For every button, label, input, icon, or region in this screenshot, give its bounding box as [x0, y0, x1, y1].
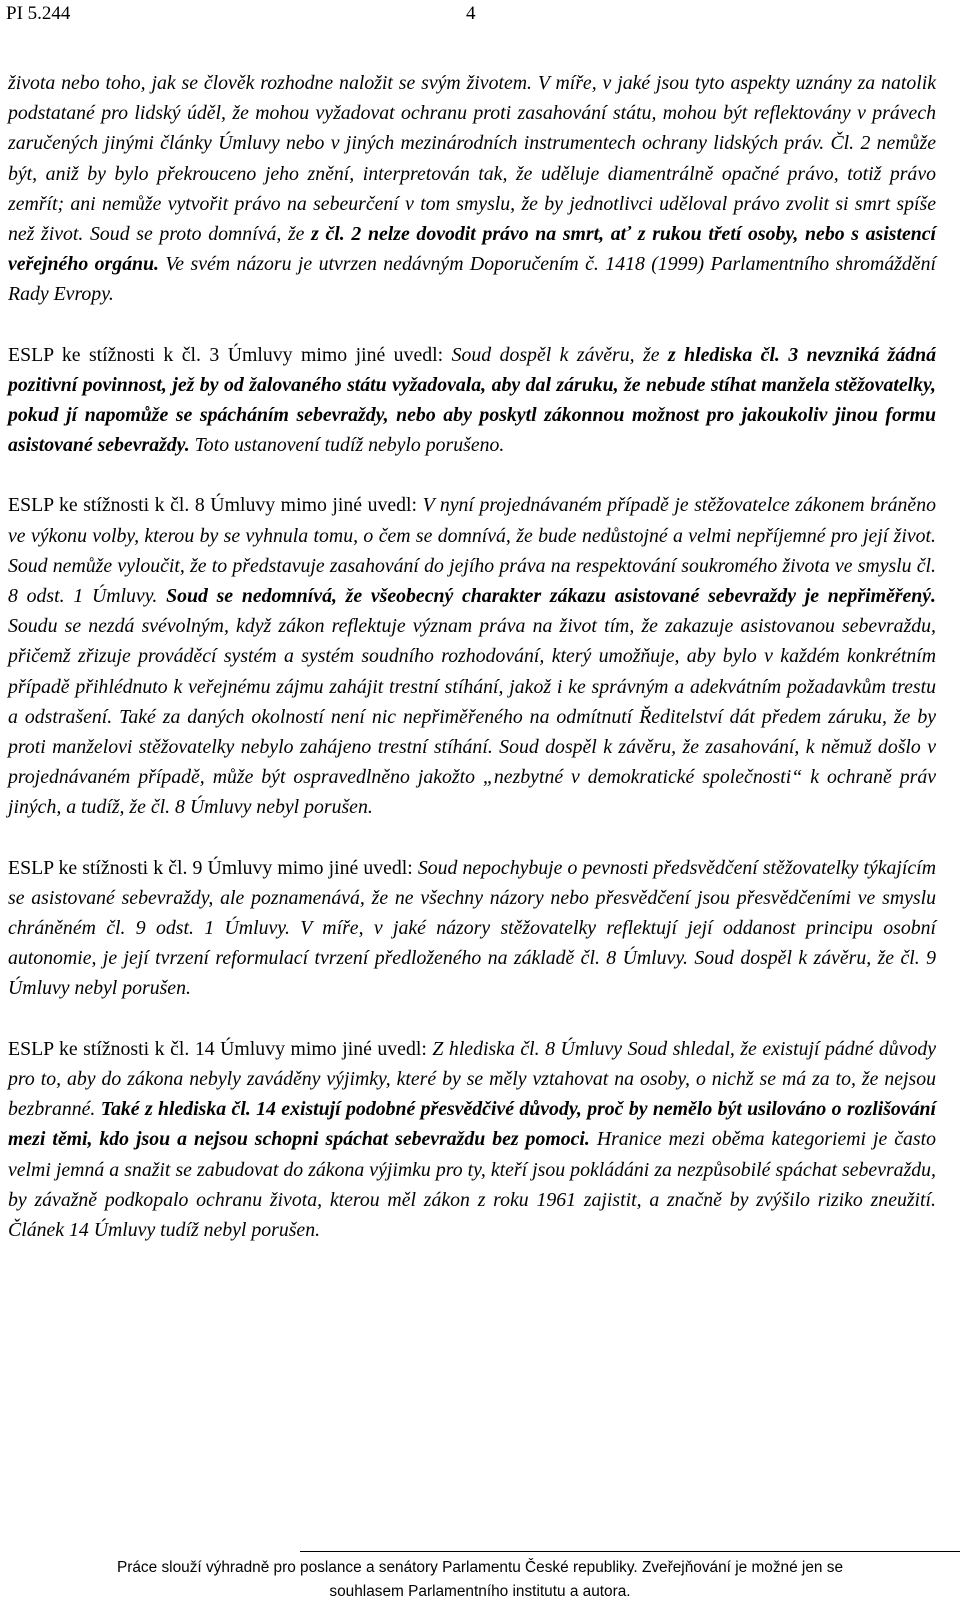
text-run: ESLP ke stížnosti k čl. 14 Úmluvy mimo jiné uvedl: [8, 1037, 433, 1060]
paragraph [8, 68, 936, 310]
text-run: Soud se nedomnívá, že všeobecný charakter zákazu asistované sebevraždy je nepřiměřený. [166, 585, 936, 608]
page-number: 4 [466, 3, 476, 24]
text-run: Soud nepochybuje o pevnosti předsvědčení stěžovatelky týkajícím se asistované sebevraždy, ale poznamenává, že ne všechny názory nebo přesvědčení jsou přesvědčeními ve smyslu chráněném čl. 9 odst. 1 Úmluvy. V míře, v jaké názory stěžovatelky reflektují její oddanost principu osobní autonomie, je její tvrzení reformulací tvrzení předloženého na základě čl. 8 Úmluvy. Soud dospěl k závěru, že čl. 9 Úmluvy nebyl porušen. [8, 856, 936, 1000]
text-run: Soud dospěl k závěru, že [451, 343, 668, 366]
document-body [8, 68, 936, 1245]
paragraph [8, 490, 936, 822]
text-run: Ve svém názoru je utvrzen nedávným Doporučením č. 1418 (1999) Parlamentního shromáždění Rady Evropy. [8, 253, 936, 306]
text-run: z hlediska čl. 3 nevzniká žádná pozitivní povinnost, jež by od žalovaného státu vyžadovala, aby dal záruku, že nebude stíhat manžela stěžovatelky, pokud jí napomůže se spácháním sebevraždy, nebo aby poskytl zákonnou možnost pro jakoukoliv jinou formu asistované sebevraždy. [8, 343, 937, 457]
text-run: Hranice mezi oběma kategoriemi je často velmi jemná a snažit se zabudovat do zákona výjimku pro ty, kteří jsou pokládáni za nezpůsobilé spáchat sebevraždu, by závažně podkopalo ochranu života, kterou měl zákon z roku 1961 zajistit, a značně by zvýšilo riziko zneužití. Článek 14 Úmluvy tudíž nebyl porušen. [8, 1128, 936, 1241]
paragraph [8, 1034, 936, 1245]
text-run: ESLP ke stížnosti k čl. 3 Úmluvy mimo jiné uvedl: [8, 343, 452, 366]
text-run: z čl. 2 nelze dovodit právo na smrt, ať z rukou třetí osoby, nebo s asistencí veřejného orgánu. [8, 223, 936, 276]
text-run: ESLP ke stížnosti k čl. 8 Úmluvy mimo jiné uvedl: [8, 494, 423, 517]
text-run: Z hlediska čl. 8 Úmluvy Soud shledal, že existují pádné důvody pro to, aby do zákona nebyly zaváděny výjimky, které by se měly vztahovat na osoby, o nichž se má za to, že nejsou bezbranné. [8, 1037, 937, 1121]
text-run: Také z hlediska čl. 14 existují podobné přesvědčivé důvody, proč by nemělo být usilováno o rozlišování mezi těmi, kdo jsou a nejsou schopni spáchat sebevraždu bez pomoci. [8, 1098, 936, 1151]
page-footer [0, 1556, 960, 1604]
text-run: V nyní projednávaném případě je stěžovatelce zákonem bráněno ve výkonu volby, kterou by se vyhnula tomu, o čem se domnívá, že bude nedůstojné a velmi nepříjemné pro její život. Soud nemůže vyloučit, že to představuje zasahování do jejího práva na respektování soukromého života ve smyslu čl. 8 odst. 1 Úmluvy. [8, 494, 936, 608]
paragraph [8, 340, 936, 461]
text-run: ESLP ke stížnosti k čl. 9 Úmluvy mimo jiné uvedl: [8, 856, 418, 879]
footer-divider [300, 1551, 960, 1552]
paragraph [8, 853, 936, 1004]
text-run: Soudu se nezdá svévolným, když zákon reflektuje význam práva na život tím, že zakazuje asistovanou sebevraždu, přičemž zřizuje prováděcí systém a systém soudního rozhodování, který umožňuje, aby bylo v každém konkrétním případě přihlédnuto k veřejnému zájmu zahájit trestní stíhání, jakož i ke správným a adekvátním požadavkům trestu a odstrašení. Také za daných okolností není nic nepřiměřeného na odmítnutí Ředitelství dát předem záruku, že by proti manželovi stěžovatelky nebylo zahájeno trestní stíhání. Soud dospěl k závěru, že zasahování, k němuž došlo v projednávaném případě, může být ospravedlněno jakožto „nezbytné v demokratické společnosti“ k ochraně práv jiných, a tudíž, že čl. 8 Úmluvy nebyl porušen. [8, 615, 936, 819]
document-id: PI 5.244 [6, 3, 71, 24]
text-run: Toto ustanovení tudíž nebylo porušeno. [189, 434, 505, 457]
footer-line-2: souhlasem Parlamentního institutu a autora. [329, 1583, 631, 1600]
text-run: života nebo toho, jak se člověk rozhodne naložit se svým životem. V míře, v jaké jsou tyto aspekty uznány za natolik podstatané pro lidský úděl, že mohou vyžadovat ochranu proti zasahování státu, mohou být reflektovány v právech zaručených jinými články Úmluvy nebo v jiných mezinárodních instrumentech ochrany lidských práv. Čl. 2 nemůže být, aniž by bylo překrouceno jeho znění, interpretován tak, že uděluje diamentrálně opačné právo, totiž právo zemřít; ani nemůže vytvořit právo na sebeurčení v tom smyslu, že by jednotlivci uděloval právo zvolit si smrt spíše než život. Soud se proto domnívá, že [8, 72, 936, 246]
page-header [0, 2, 960, 26]
footer-line-1: Práce slouží výhradně pro poslance a senátory Parlamentu České republiky. Zveřejňování je možné jen se [116, 1559, 844, 1576]
